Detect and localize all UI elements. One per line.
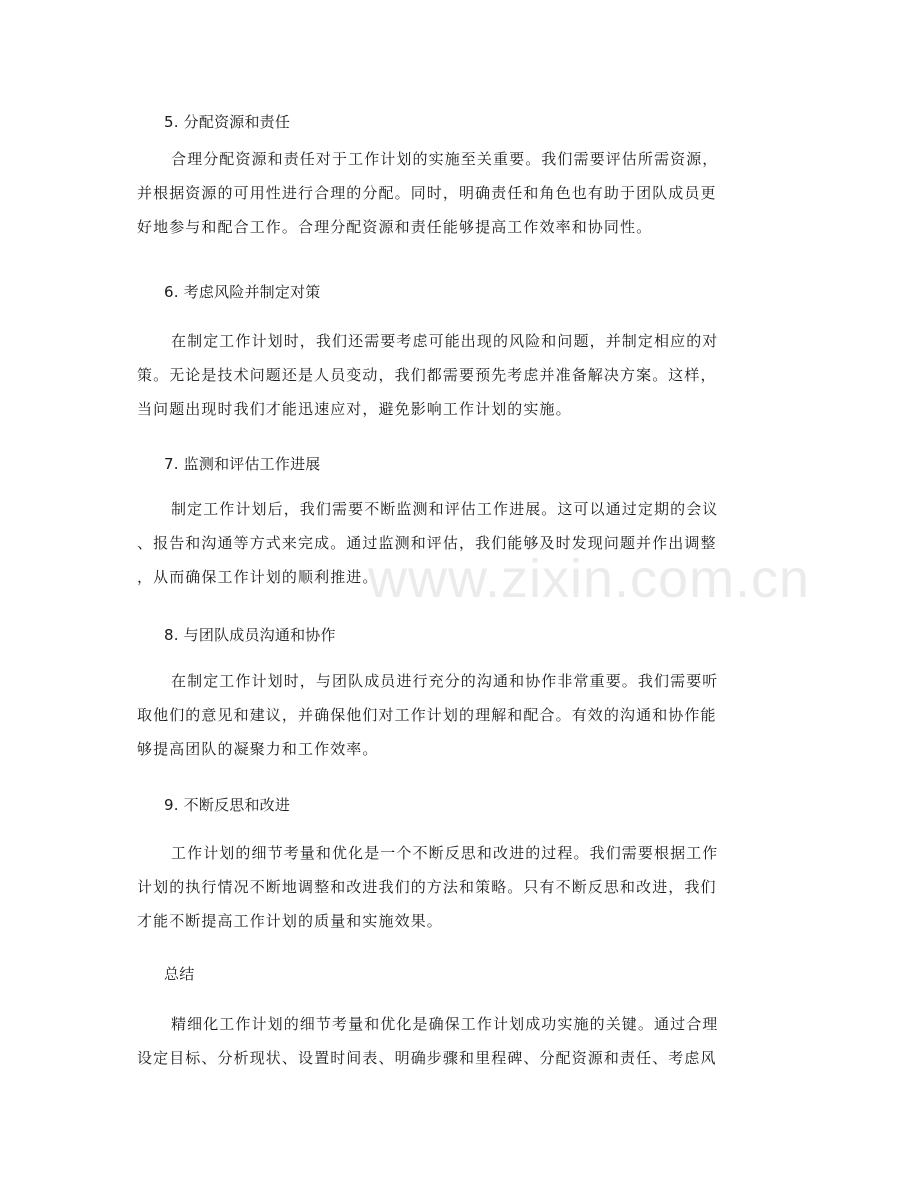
paragraph-line: 精细化工作计划的细节考量和优化是确保工作计划成功实施的关键。通过合理 bbox=[171, 1015, 719, 1033]
paragraph-line: 才能不断提高工作计划的质量和实施效果。 bbox=[137, 912, 443, 930]
section-heading-8: 8. 与团队成员沟通和协作 bbox=[164, 626, 336, 644]
summary-heading: 总结 bbox=[164, 965, 195, 983]
paragraph-line: 在制定工作计划时，我们还需要考虑可能出现的风险和问题，并制定相应的对 bbox=[171, 332, 719, 350]
section-heading-9: 9. 不断反思和改进 bbox=[164, 796, 291, 814]
section-paragraph-5 bbox=[137, 142, 797, 244]
section-heading-5: 5. 分配资源和责任 bbox=[164, 113, 291, 131]
section-paragraph-6 bbox=[137, 324, 797, 426]
paragraph-line: ，从而确保工作计划的顺利推进。 bbox=[137, 568, 379, 586]
paragraph-line: 当问题出现时我们才能迅速应对，避免影响工作计划的实施。 bbox=[137, 400, 572, 418]
paragraph-line: 、报告和沟通等方式来完成。通过监测和评估，我们能够及时发现问题并作出调整 bbox=[137, 534, 717, 552]
paragraph-line: 策。无论是技术问题还是人员变动，我们都需要预先考虑并准备解决方案。这样， bbox=[137, 366, 717, 384]
section-heading-7: 7. 监测和评估工作进展 bbox=[164, 455, 321, 473]
watermark: www.zixin.com.cn bbox=[368, 549, 811, 609]
paragraph-line: 制定工作计划后，我们需要不断监测和评估工作进展。这可以通过定期的会议 bbox=[171, 500, 719, 518]
paragraph-line: 在制定工作计划时，与团队成员进行充分的沟通和协作非常重要。我们需要听 bbox=[171, 672, 719, 690]
paragraph-line: 够提高团队的凝聚力和工作效率。 bbox=[137, 740, 379, 758]
paragraph-line: 工作计划的细节考量和优化是一个不断反思和改进的过程。我们需要根据工作 bbox=[171, 844, 719, 862]
paragraph-line: 计划的执行情况不断地调整和改进我们的方法和策略。只有不断反思和改进，我们 bbox=[137, 878, 717, 896]
paragraph-line: 好地参与和配合工作。合理分配资源和责任能够提高工作效率和协同性。 bbox=[137, 218, 653, 236]
paragraph-line: 设定目标、分析现状、设置时间表、明确步骤和里程碑、分配资源和责任、考虑风 bbox=[137, 1049, 717, 1067]
section-paragraph-9 bbox=[137, 836, 797, 938]
section-paragraph-8 bbox=[137, 664, 797, 766]
summary-paragraph bbox=[137, 1007, 797, 1075]
paragraph-line: 取他们的意见和建议，并确保他们对工作计划的理解和配合。有效的沟通和协作能 bbox=[137, 706, 717, 724]
section-heading-6: 6. 考虑风险并制定对策 bbox=[164, 283, 321, 301]
paragraph-line: 并根据资源的可用性进行合理的分配。同时，明确责任和角色也有助于团队成员更 bbox=[137, 184, 717, 202]
paragraph-line: 合理分配资源和责任对于工作计划的实施至关重要。我们需要评估所需资源， bbox=[171, 150, 719, 168]
section-paragraph-7 bbox=[137, 492, 797, 594]
